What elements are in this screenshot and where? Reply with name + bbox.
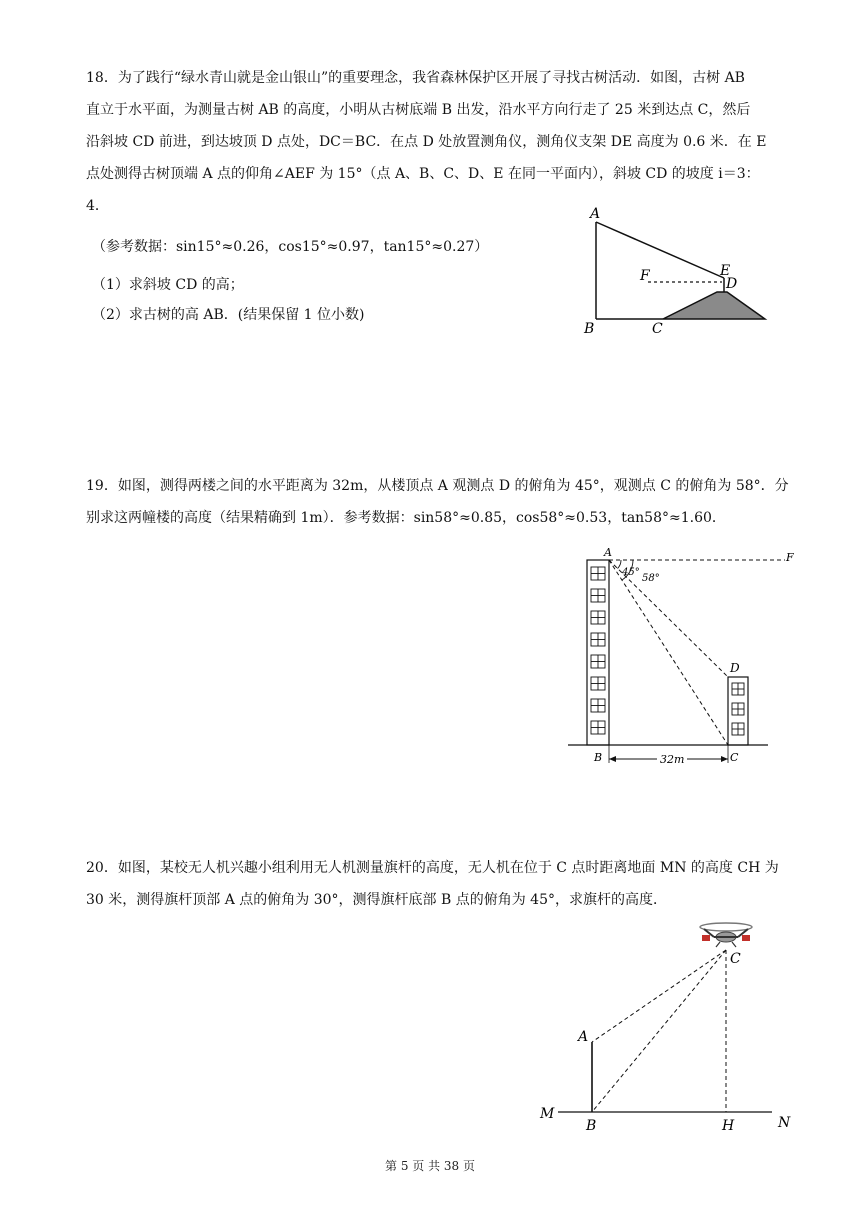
label-c: C [652,321,663,337]
q18-line-1: 18．为了践行“绿水青山就是金山银山”的重要理念，我省森林保护区开展了寻找古树活动．如图，古树 AB [86,70,745,86]
label-d: D [730,661,740,675]
drone-icon [700,923,752,947]
q19-line-1: 19．如图，测得两楼之间的水平距离为 32m，从楼顶点 A 观测点 D 的俯角为 45°，观测点 C 的俯角为 58°．分 [86,478,789,494]
label-b: B [594,751,603,764]
q18-line-3: 沿斜坡 CD 前进，到达坡顶 D 点处，DC＝BC．在点 D 处放置测角仪，测角仪支架 DE 高度为 0.6 米．在 E [86,134,767,150]
label-b: B [586,1118,597,1134]
tall-building-windows [591,567,605,734]
label-m: M [540,1106,555,1122]
dimension-arrow-left [609,756,616,762]
question-19-text [86,470,806,534]
label-h: H [722,1118,735,1134]
question-18-text [86,62,806,222]
dimension-arrow-right [721,756,728,762]
sightline-ac [609,560,728,745]
label-e: E [720,263,731,279]
short-building-windows [732,683,744,735]
label-a: A [604,546,612,559]
label-f: F [640,268,650,284]
q20-figure [530,915,805,1135]
page-footer: 第 5 页 共 38 页 [385,1159,475,1173]
label-c: C [730,751,739,764]
label-d: D [726,276,738,292]
label-n: N [778,1115,791,1131]
label-c: C [730,951,741,967]
q18-line-4: 点处测得古树顶端 A 点的仰角∠AEF 为 15°（点 A、B、C、D、E 在同一平面内），斜坡 CD 的坡度 i＝3： [86,166,760,182]
label-b: B [584,321,595,337]
arc-45 [618,560,622,569]
sightline-ca [592,950,726,1042]
label-f: F [786,551,794,564]
q18-part-2: （2）求古树的高 AB．(结果保留 1 位小数) [92,307,365,323]
angle-58-label: 58° [642,573,660,584]
angle-45-label: 45° [622,567,640,578]
question-20-text [86,852,806,916]
q18-figure [570,200,780,340]
slope-shape [663,292,765,319]
q19-figure [560,545,805,770]
q18-line-2: 直立于水平面，为测量古树 AB 的高度，小明从古树底端 B 出发，沿水平方向行走了 25 米到达点 C，然后 [86,102,751,118]
distance-label: 32m [660,753,685,766]
q20-line-2: 30 米，测得旗杆顶部 A 点的俯角为 30°，测得旗杆底部 B 点的俯角为 45°，求旗杆的高度． [86,892,667,908]
q18-line-5: 4． [86,198,109,214]
sightline-ae [596,222,724,278]
tall-building [587,560,609,745]
q18-reference-data: （参考数据：sin15°≈0.26，cos15°≈0.97，tan15°≈0.27） [92,239,489,255]
q19-line-2: 别求这两幢楼的高度（结果精确到 1m）．参考数据：sin58°≈0.85，cos58°≈0.53，tan58°≈1.60． [86,510,726,526]
sightline-cb [592,950,726,1112]
q18-part-1: （1）求斜坡 CD 的高； [92,277,244,293]
label-a: A [590,206,601,222]
label-a: A [578,1029,589,1045]
q20-line-1: 20．如图，某校无人机兴趣小组利用无人机测量旗杆的高度，无人机在位于 C 点时距离地面 MN 的高度 CH 为 [86,860,779,876]
